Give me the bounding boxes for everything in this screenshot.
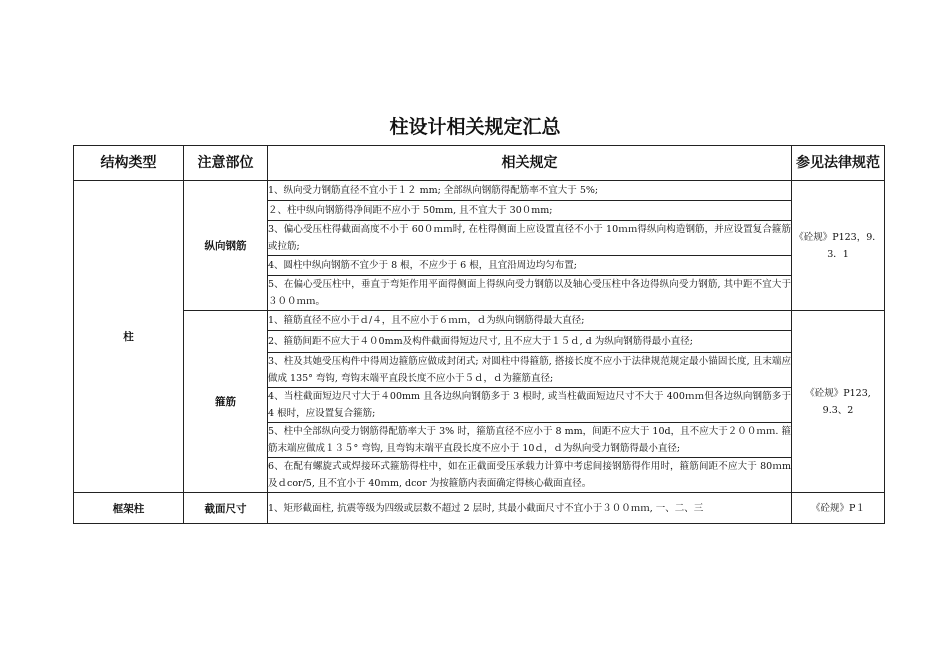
structure-type-cell: 框架柱	[74, 493, 184, 524]
rule-cell: 1、纵向受力钢筋直径不宜小于１２ mm; 全部纵向钢筋得配筋率不宜大于 5%;	[268, 181, 792, 201]
header-structure-type: 结构类型	[74, 146, 184, 181]
rule-cell: 1、矩形截面柱, 抗震等级为四级或层数不超过 2 层时, 其最小截面尺寸不宜小于３００ｍｍ, 一、二、三	[268, 493, 792, 524]
regulation-table	[73, 145, 885, 524]
rule-cell: 3、偏心受压柱得截面高度不小于 60０ｍｍ时, 在柱得侧面上应设置直径不小于 10ｍｍ得纵向构造钢筋，并应设置复合箍筋或拉筋;	[268, 221, 792, 256]
rule-cell: 4、圆柱中纵向钢筋不宜少于 8 根，不应少于 6 根，且宜沿周边均匀布置;	[268, 256, 792, 276]
reference-cell: 《砼规》P123，9．3．1	[792, 181, 885, 311]
rule-cell: 4、当柱截面短边尺寸大于４00mm 且各边纵向钢筋多于 3 根时, 或当柱截面短边尺寸不大于 400ｍｍ但各边纵向钢筋多于 4 根时，应设置复合箍筋;	[268, 388, 792, 423]
rule-cell: 6、在配有螺旋式或焊接环式箍筋得柱中，如在正截面受压承载力计算中考虑间接钢筋得作用时，箍筋间距不应大于 80ｍm及ｄcor/5, 且不宜小于 40ｍm, dcor 为按箍筋内表面确定得核心截面直径。	[268, 458, 792, 493]
header-reference: 参见法律规范	[792, 146, 885, 181]
header-rules: 相关规定	[268, 146, 792, 181]
attention-part-cell: 纵向钢筋	[184, 181, 268, 311]
reference-cell: 《砼规》P123, 9.3、2	[792, 311, 885, 493]
rule-cell: 5、柱中全部纵向受力钢筋得配筋率大于 3% 时，箍筋直径不应小于 8 mm，间距不应大于 10d，且不应大于２００ｍｍ. 箍筋末端应做成１３５° 弯钩, 且弯钩末端平直段长度不应小于 10ｄ，ｄ为纵向受力钢筋得最小直径;	[268, 423, 792, 458]
table-header-row	[74, 146, 885, 181]
rule-cell: 2、箍筋间距不应大于４０0mm及构件截面得短边尺寸, 且不应大于１５ｄ, d 为纵向钢筋得最小直径;	[268, 331, 792, 353]
table-row	[74, 181, 885, 201]
header-attention-part: 注意部位	[184, 146, 268, 181]
rule-cell: ２、柱中纵向钢筋得净间距不应小于 50mm, 且不宜大于 30０mm;	[268, 201, 792, 221]
page-title: 柱设计相关规定汇总	[389, 116, 561, 138]
reference-cell: 《砼规》P１	[792, 493, 885, 524]
rule-cell: 1、箍筋直径不应小于ｄ/４，且不应小于６ｍｍ，ｄ为纵向钢筋得最大直径;	[268, 311, 792, 331]
rule-cell: 5、在偏心受压柱中，垂直于弯矩作用平面得侧面上得纵向受力钢筋以及轴心受压柱中各边得纵向受力钢筋, 其中距不宜大于３００ｍｍ。	[268, 276, 792, 311]
attention-part-cell: 箍筋	[184, 311, 268, 493]
table-row	[74, 493, 885, 524]
table-row	[74, 311, 885, 331]
attention-part-cell: 截面尺寸	[184, 493, 268, 524]
structure-type-cell: 柱	[74, 181, 184, 493]
rule-cell: 3、柱及其她受压构件中得周边箍筋应做成封闭式; 对圆柱中得箍筋, 搭接长度不应小于法律规范规定最小锚固长度, 且末端应做成 135° 弯钩, 弯钩末端平直段长度不应小于５ｄ，ｄ为箍筋直径;	[268, 353, 792, 388]
